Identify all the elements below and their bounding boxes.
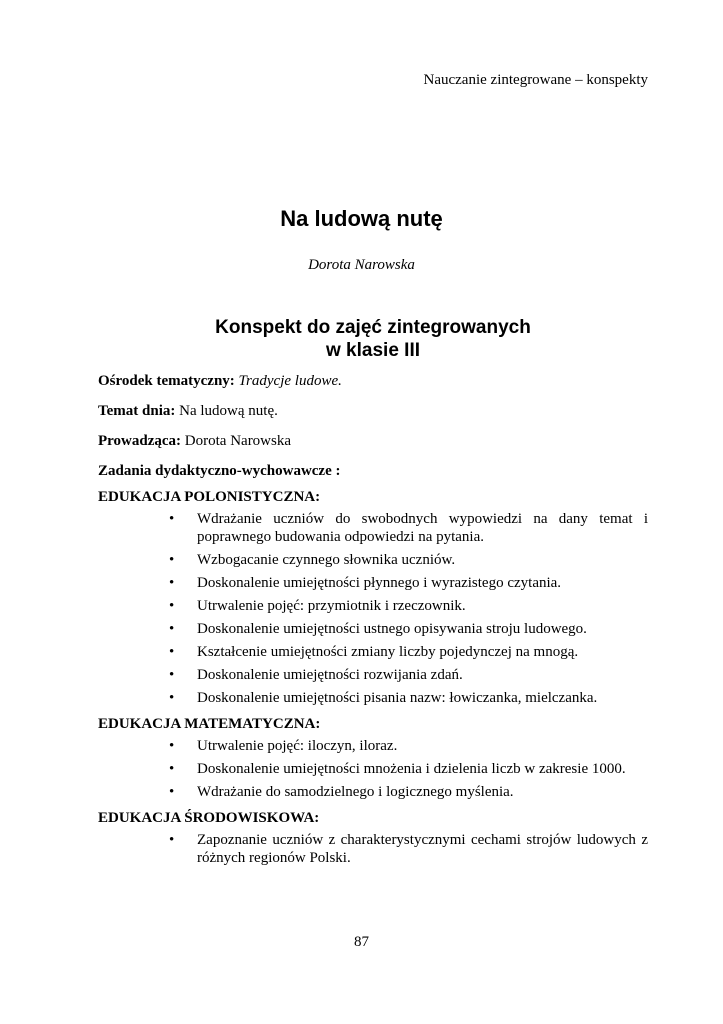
list-item: [98, 689, 648, 707]
bullet-icon: •: [169, 690, 175, 706]
list-item: [98, 643, 648, 661]
list-item: [98, 666, 648, 684]
list-item-text: Utrwalenie pojęć: przymiotnik i rzeczownik.: [197, 598, 466, 614]
list-item: [98, 510, 648, 546]
subtitle-line-1: Konspekt do zajęć zintegrowanych: [215, 317, 531, 338]
bullet-icon: •: [169, 832, 175, 848]
list-item-text: Doskonalenie umiejętności ustnego opisywania stroju ludowego.: [197, 621, 587, 637]
bullet-icon: •: [169, 552, 175, 568]
info-temat-label: Temat dnia:: [98, 403, 176, 419]
info-osrodek-value: Tradycje ludowe.: [238, 373, 342, 389]
list-item-text: Wzbogacanie czynnego słownika uczniów.: [197, 552, 456, 568]
list-item-text: Utrwalenie pojęć: iloczyn, iloraz.: [197, 738, 398, 754]
page-number: 87: [354, 934, 369, 950]
info-osrodek: [98, 372, 648, 390]
section-heading-srodowiskowa: EDUKACJA ŚRODOWISKOWA:: [98, 810, 320, 826]
info-prowadzaca-label: Prowadząca:: [98, 433, 182, 449]
list-item-text: Wdrażanie uczniów do swobodnych wypowiedzi na dany temat i poprawnego budowania odpowiedzi na pytania.: [197, 511, 648, 545]
info-temat-value: Na ludową nutę.: [179, 403, 278, 419]
list-item-text: Doskonalenie umiejętności pisania nazw: łowiczanka, mielczanka.: [197, 690, 598, 706]
list-item: [98, 831, 648, 867]
info-prowadzaca: [98, 432, 648, 450]
list-srodowiskowa: [98, 831, 648, 867]
bullet-icon: •: [169, 644, 175, 660]
list-item: [98, 737, 648, 755]
list-polonistyczna: [98, 510, 648, 707]
list-item: [98, 760, 648, 778]
list-item-text: Doskonalenie umiejętności mnożenia i dzielenia liczb w zakresie 1000.: [197, 761, 626, 777]
author-name: Dorota Narowska: [308, 257, 415, 273]
list-item-text: Doskonalenie umiejętności rozwijania zdań.: [197, 667, 463, 683]
running-header: Nauczanie zintegrowane – konspekty: [423, 72, 648, 88]
list-item: [98, 574, 648, 592]
bullet-icon: •: [169, 598, 175, 614]
list-item-text: Wdrażanie do samodzielnego i logicznego myślenia.: [197, 784, 514, 800]
main-content: [98, 372, 648, 875]
bullet-icon: •: [169, 738, 175, 754]
subtitle: [0, 316, 723, 362]
bullet-icon: •: [169, 761, 175, 777]
bullet-icon: •: [169, 667, 175, 683]
info-temat: [98, 402, 648, 420]
list-item: [98, 597, 648, 615]
list-item-text: Doskonalenie umiejętności płynnego i wyrazistego czytania.: [197, 575, 562, 591]
list-matematyczna: [98, 737, 648, 801]
bullet-icon: •: [169, 511, 175, 527]
list-item: [98, 783, 648, 801]
info-zadania-label: Zadania dydaktyczno-wychowawcze :: [98, 463, 341, 479]
list-item: [98, 551, 648, 569]
list-item-text: Kształcenie umiejętności zmiany liczby pojedynczej na mnogą.: [197, 644, 579, 660]
bullet-icon: •: [169, 784, 175, 800]
info-prowadzaca-value: Dorota Narowska: [184, 433, 292, 449]
section-heading-matematyczna: EDUKACJA MATEMATYCZNA:: [98, 716, 321, 732]
info-zadania: [98, 462, 648, 480]
info-osrodek-label: Ośrodek tematyczny:: [98, 373, 235, 389]
list-item-text: Zapoznanie uczniów z charakterystycznymi cechami strojów ludowych z różnych regionów Polski.: [197, 832, 648, 866]
page-title: Na ludową nutę: [280, 206, 443, 231]
subtitle-line-2: w klasie III: [326, 340, 420, 361]
bullet-icon: •: [169, 575, 175, 591]
section-heading-polonistyczna: EDUKACJA POLONISTYCZNA:: [98, 489, 321, 505]
bullet-icon: •: [169, 621, 175, 637]
list-item: [98, 620, 648, 638]
